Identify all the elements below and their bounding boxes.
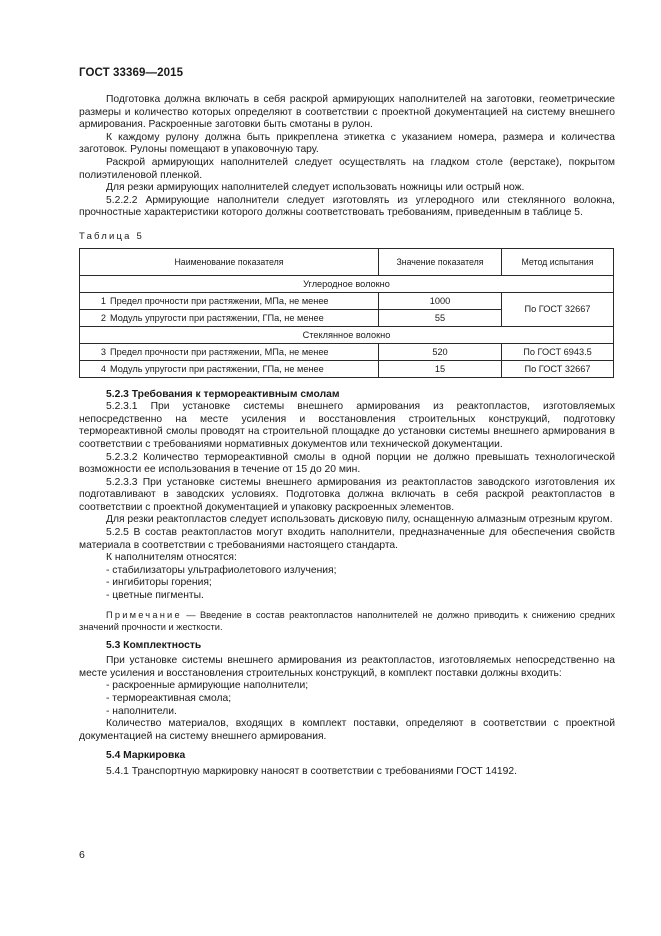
paragraph: При установке системы внешнего армирования из реактопластов, изготовляемых непосредственно на месте усиления и восстановления строительных конструкций, в комплект поставки должны входить: (79, 655, 615, 679)
value-cell: 520 (379, 343, 502, 360)
row-number: 2 (100, 312, 106, 323)
paragraph: Подготовка должна включать в себя раскрой армирующих наполнителей на заготовки, геометрические размеры и количество которых определяют в соответствии с проектной документацией на систему внешнего армирования. Раскроенные заготовки быть смотаны в рулон. (79, 94, 615, 131)
list-item: - ингибиторы горения; (106, 577, 212, 589)
method-cell: По ГОСТ 32667 (502, 292, 614, 326)
section-heading: 5.3 Комплектность (106, 639, 202, 651)
section-heading: 5.4 Маркировка (106, 750, 186, 762)
table-5 (79, 248, 614, 378)
value-cell: 15 (379, 360, 502, 377)
paragraph: Для резки реактопластов следует использовать дисковую пилу, оснащенную алмазным отрезным кругом. (106, 514, 613, 526)
paragraph: К наполнителям относятся: (106, 552, 237, 564)
method-cell: По ГОСТ 32667 (502, 360, 614, 377)
column-header-name: Наименование показателя (80, 248, 379, 275)
indicator-cell (80, 360, 379, 377)
section-heading: 5.2.3 Требования к термореактивным смолам (106, 388, 340, 400)
table-caption: Таблица 5 (79, 230, 144, 242)
list-item: - стабилизаторы ультрафиолетового излучения; (106, 564, 337, 576)
list-item: - наполнители. (106, 705, 177, 717)
paragraph: 5.2.2.2 Армирующие наполнители следует изготовлять из углеродного или стеклянного волокна, прочностные характеристики которого должны соответствовать требованиям, приведенным в таблице 5. (79, 194, 615, 219)
section-title: Стеклянное волокно (80, 326, 614, 343)
note-label: Примечание (106, 609, 182, 620)
document-header: ГОСТ 33369—2015 (79, 67, 184, 79)
indicator-cell (80, 292, 379, 309)
section-title: Углеродное волокно (80, 275, 614, 292)
table-row (80, 343, 614, 360)
paragraph: Раскрой армирующих наполнителей следует осуществлять на гладком столе (верстаке), покрытом полиэтиленовой пленкой. (79, 156, 615, 181)
table-row (80, 292, 614, 309)
row-number: 3 (100, 346, 106, 357)
page-content (79, 94, 615, 779)
table-row (80, 360, 614, 377)
indicator-name: Модуль упругости при растяжении, ГПа, не менее (110, 312, 324, 323)
paragraph: Количество материалов, входящих в комплект поставки, определяют в соответствии с проектной документацией на систему внешнего армирования. (79, 718, 615, 742)
paragraph: К каждому рулону должна быть прикреплена этикетка с указанием номера, размера и количества заготовок. Рулоны помещают в упаковочную тару. (79, 131, 615, 156)
note-text: — Введение в состав реактопластов наполнителей не должно приводить к снижению средних значений прочности и жесткости. (79, 609, 615, 632)
list-item: - цветные пигменты. (106, 590, 204, 602)
row-number: 4 (100, 363, 106, 374)
indicator-cell (80, 309, 379, 326)
method-cell: По ГОСТ 6943.5 (502, 343, 614, 360)
indicator-name: Предел прочности при растяжении, МПа, не менее (110, 346, 329, 357)
paragraph: 5.2.5 В состав реактопластов могут входить наполнители, предназначенные для обеспечения свойств материала в соответствии с требованиями настоящего стандарта. (79, 527, 615, 551)
paragraph: 5.2.3.3 При установке системы внешнего армирования из реактопластов заводского изготовления их подготавливают в заводских условиях. Подготовка должна включать в себя раскрой реактопластов в соответствии с проектной документацией и упаковку раскроенных элементов. (79, 476, 615, 513)
value-cell: 55 (379, 309, 502, 326)
paragraph: 5.4.1 Транспортную маркировку наносят в соответствии с требованиями ГОСТ 14192. (106, 765, 517, 777)
indicator-name: Модуль упругости при растяжении, ГПа, не менее (110, 363, 324, 374)
column-header-method: Метод испытания (502, 248, 614, 275)
indicator-name: Предел прочности при растяжении, МПа, не менее (110, 295, 329, 306)
paragraph: 5.2.3.1 При установке системы внешнего армирования из реактопластов, изготовляемых непосредственно на месте усиления и восстановления строительных конструкций, подготовку термореактивной смолы проводят на строительной площадке до установки системы внешнего армирования в соответствии с требованиями нормативных документов или технической документации. (79, 401, 615, 450)
note (79, 609, 615, 633)
column-header-value: Значение показателя (379, 248, 502, 275)
paragraph: 5.2.3.2 Количество термореактивной смолы в одной порции не должно превышать технологической возможности ее использования в течение от 15 до 20 мин. (79, 451, 615, 476)
table-section-row (80, 326, 614, 343)
list-item: - раскроенные армирующие наполнители; (106, 680, 309, 692)
table-section-row (80, 275, 614, 292)
indicator-cell (80, 343, 379, 360)
paragraph: Для резки армирующих наполнителей следует использовать ножницы или острый нож. (106, 182, 525, 194)
page-number: 6 (79, 849, 85, 861)
list-item: - термореактивная смола; (106, 693, 232, 704)
row-number: 1 (100, 295, 106, 306)
table-header-row (80, 248, 614, 275)
value-cell: 1000 (379, 292, 502, 309)
